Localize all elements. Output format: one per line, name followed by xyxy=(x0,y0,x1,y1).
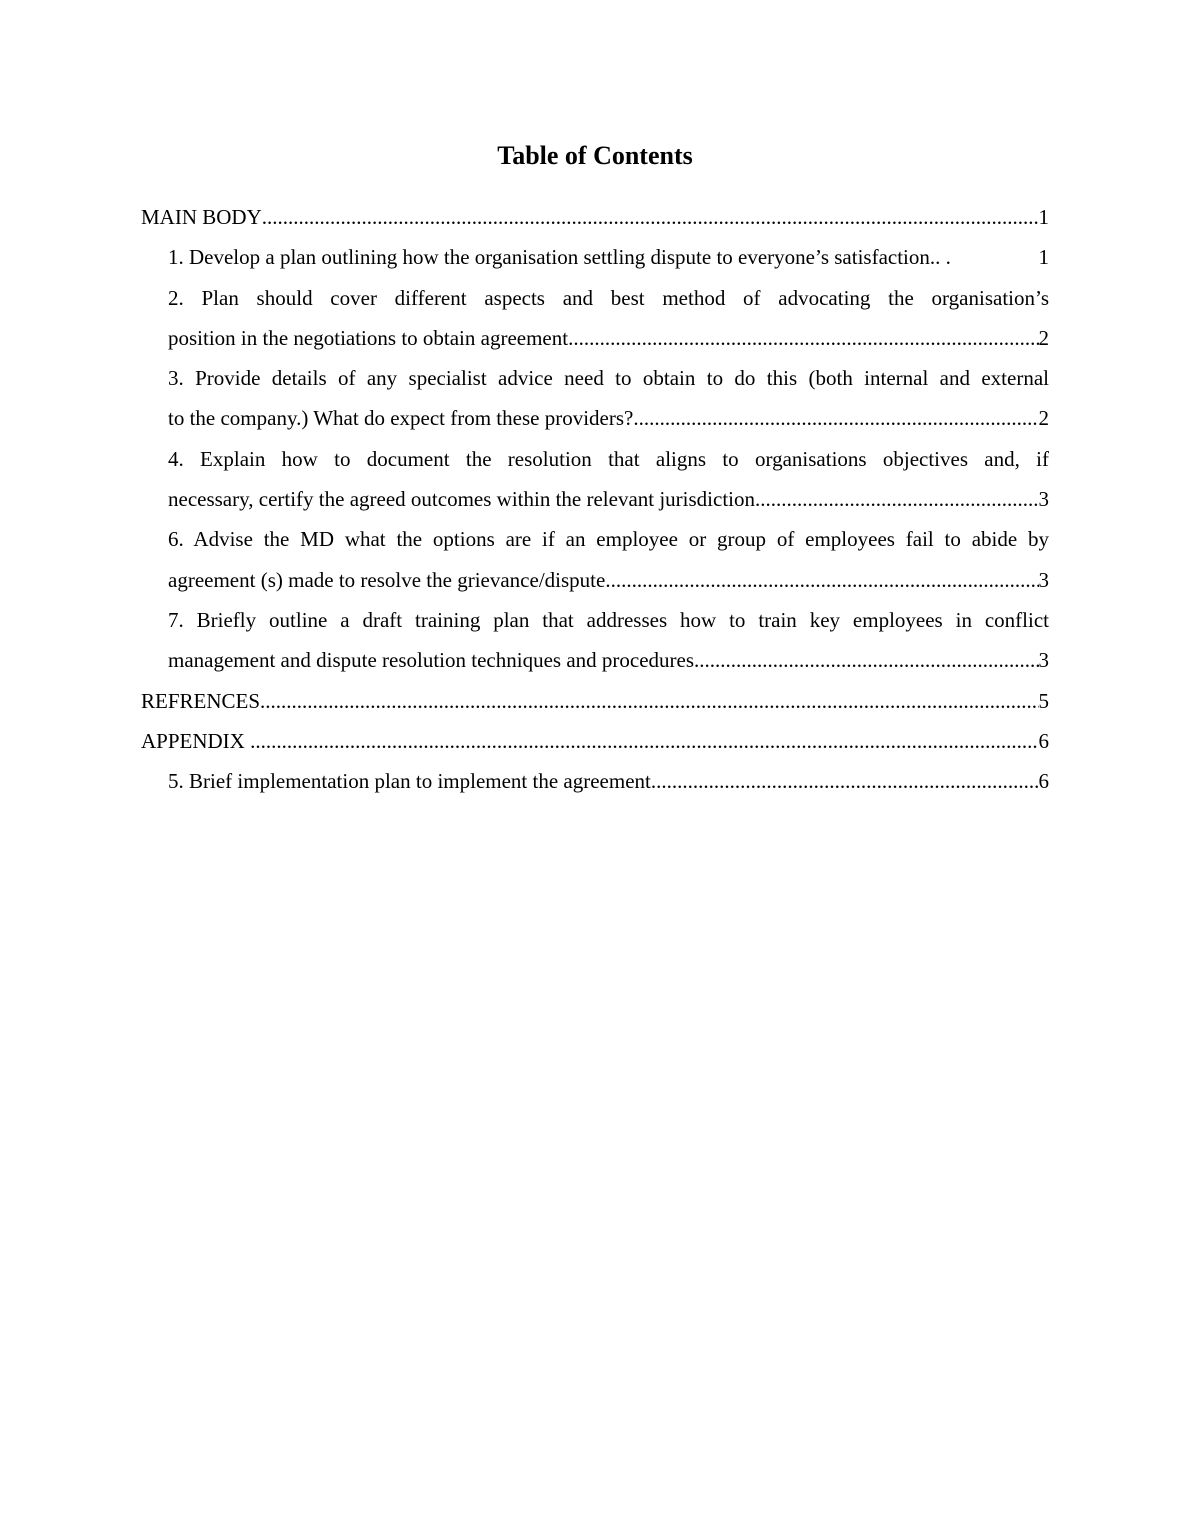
dot-leader xyxy=(262,197,1039,237)
toc-page-number: 6 xyxy=(1038,728,1049,753)
toc-entry-lead-line: 6. Advise the MD what the options are if an employee or group of employees fail to abide by xyxy=(168,527,1049,552)
toc-entry-section-6[interactable] xyxy=(141,519,1049,600)
toc-entry-text: position in the negotiations to obtain agreement xyxy=(168,325,569,350)
toc-entry-line xyxy=(168,640,1049,680)
toc-entry-text: APPENDIX xyxy=(141,728,251,753)
toc-entry-section-3[interactable] xyxy=(141,358,1049,439)
toc-entry-line xyxy=(141,721,1049,761)
dot-leader xyxy=(633,398,1038,438)
toc-entry-lead-line: 2. Plan should cover different aspects and best method of advocating the organisation’s xyxy=(168,285,1049,310)
toc-page-number: 5 xyxy=(1038,688,1049,713)
toc-entry-text: management and dispute resolution techniques and procedures xyxy=(168,648,695,673)
toc-entry-references[interactable] xyxy=(141,681,1049,721)
dot-leader xyxy=(605,560,1038,600)
toc-entry-line xyxy=(168,237,1049,277)
toc-page-number: 6 xyxy=(1038,769,1049,794)
toc-entry-text: to the company.) What do expect from these providers? xyxy=(168,406,634,431)
toc-entry-section-1[interactable] xyxy=(141,237,1049,277)
dot-leader xyxy=(760,479,1038,519)
toc-page-number: 1 xyxy=(1038,205,1049,229)
toc-entry-lead-line: 3. Provide details of any specialist advice need to obtain to do this (both internal and external xyxy=(168,366,1049,391)
toc-entry-line xyxy=(141,681,1049,721)
toc-entry-lead-line: 7. Briefly outline a draft training plan that addresses how to train key employees in conflict xyxy=(168,607,1049,632)
toc-entry-section-5[interactable] xyxy=(141,761,1049,801)
toc-entry-appendix[interactable] xyxy=(141,721,1049,761)
toc-page-number: 3 xyxy=(1038,487,1049,512)
toc-page-number: 2 xyxy=(1038,325,1049,350)
dot-leader xyxy=(260,681,1038,721)
toc-list xyxy=(141,197,1049,801)
toc-entry-text: 5. Brief implementation plan to implement the agreement xyxy=(168,769,651,794)
dot-leader xyxy=(568,318,1038,358)
toc-entry-line xyxy=(168,761,1049,801)
toc-entry-text: 1. Develop a plan outlining how the organisation settling dispute to everyone’s satisfaction.. . xyxy=(168,245,951,270)
toc-entry-line xyxy=(168,318,1049,358)
dot-leader xyxy=(694,640,1038,680)
toc-entry-section-4[interactable] xyxy=(141,439,1049,520)
toc-title: Table of Contents xyxy=(497,141,693,170)
toc-entry-lead-line: 4. Explain how to document the resolution that aligns to organisations objectives and, if xyxy=(168,446,1049,471)
toc-entry-line xyxy=(168,560,1049,600)
toc-entry-text: necessary, certify the agreed outcomes within the relevant jurisdiction. xyxy=(168,487,761,512)
dot-leader xyxy=(651,761,1039,801)
toc-page-number: 2 xyxy=(1038,406,1049,431)
toc-entry-line xyxy=(168,398,1049,438)
toc-entry-text: agreement (s) made to resolve the grievance/dispute xyxy=(168,567,606,592)
toc-page-number: 3 xyxy=(1038,648,1049,673)
toc-entry-section-7[interactable] xyxy=(141,600,1049,681)
dot-leader xyxy=(250,721,1038,761)
toc-entry-line xyxy=(141,197,1049,237)
toc-entry-line xyxy=(168,479,1049,519)
toc-entry-text: MAIN BODY xyxy=(141,205,262,229)
toc-page-number: 3 xyxy=(1038,567,1049,592)
toc-entry-section-2[interactable] xyxy=(141,278,1049,359)
toc-page-number: 1 xyxy=(1038,245,1049,270)
toc-entry-main-body[interactable] xyxy=(141,197,1049,237)
toc-entry-text: REFRENCES xyxy=(141,688,261,713)
